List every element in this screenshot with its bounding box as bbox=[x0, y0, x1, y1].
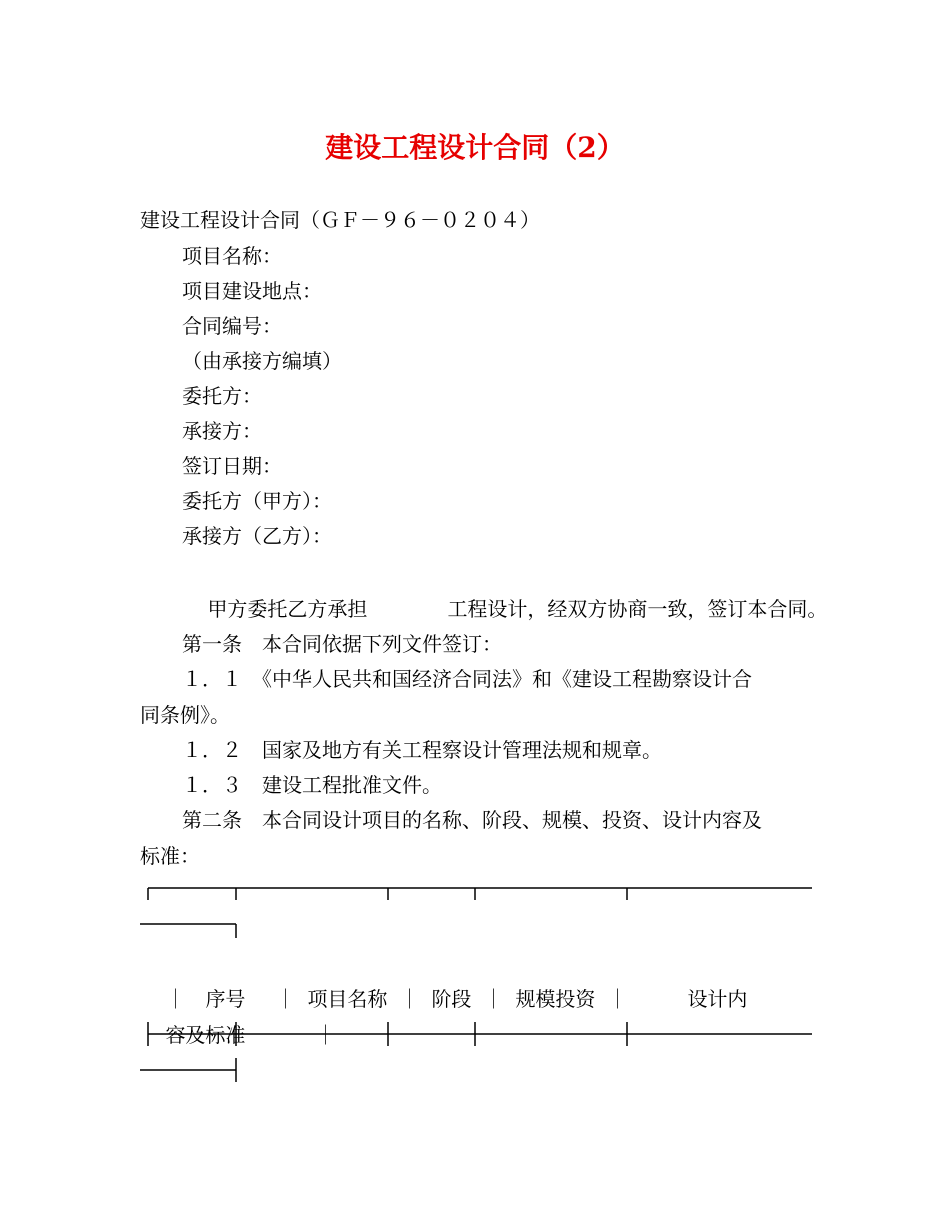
project-location-field: 项目建设地点： bbox=[182, 279, 322, 303]
delegation-part-2: 工程设计，经双方协商一致，签订本合同。 bbox=[447, 597, 828, 621]
table-header-stage: 阶段 bbox=[431, 987, 472, 1011]
article-2-heading: 第二条 本合同设计项目的名称、阶段、规模、投资、设计内容及 bbox=[182, 808, 762, 832]
table-header-row-cont: 容及标准 ｜ bbox=[165, 1023, 336, 1047]
project-name-field: 项目名称： bbox=[182, 244, 282, 268]
table-header-scale-investment: 规模投资 bbox=[515, 987, 596, 1011]
table-header-index: 序号 bbox=[205, 987, 246, 1011]
table-header-border-left: ｜ bbox=[165, 987, 186, 1011]
delegation-part-1: 甲方委托乙方承担 bbox=[207, 597, 368, 621]
signing-date-field: 签订日期： bbox=[182, 454, 282, 478]
table-header-design-content-cont: 容及标准 bbox=[165, 1023, 246, 1047]
client-field: 委托方： bbox=[182, 384, 262, 408]
article-2-heading-cont: 标准： bbox=[140, 844, 200, 868]
table-mid-border bbox=[140, 1016, 820, 1086]
table-header-design-content: 设计内 bbox=[687, 987, 748, 1011]
article-1-item-2: １．２ 国家及地方有关工程察设计管理法规和规章。 bbox=[182, 738, 662, 762]
table-header-project-name: 项目名称 bbox=[307, 987, 388, 1011]
table-top-border bbox=[140, 880, 820, 940]
contract-code-line: 建设工程设计合同（ＧＦ－９６－０２０４） bbox=[140, 208, 540, 232]
contract-number-field: 合同编号： bbox=[182, 314, 282, 338]
document-title: 建设工程设计合同（2） bbox=[325, 131, 625, 164]
table-header-row: ｜ 序号 ｜ 项目名称 ｜ 阶段 ｜ 规模投资 ｜ 设计内 bbox=[165, 987, 748, 1011]
article-1-heading: 第一条 本合同依据下列文件签订： bbox=[182, 632, 502, 656]
contract-number-note: （由承接方编填） bbox=[182, 349, 342, 373]
article-1-item-3: １．３ 建设工程批准文件。 bbox=[182, 773, 442, 797]
article-1-item-1: １．１ 《中华人民共和国经济合同法》和《建设工程勘察设计合 bbox=[182, 667, 752, 691]
contractor-field: 承接方： bbox=[182, 419, 262, 443]
party-a-field: 委托方（甲方）： bbox=[182, 489, 332, 513]
party-b-field: 承接方（乙方）： bbox=[182, 524, 332, 548]
article-1-item-1-cont: 同条例》。 bbox=[140, 703, 230, 727]
